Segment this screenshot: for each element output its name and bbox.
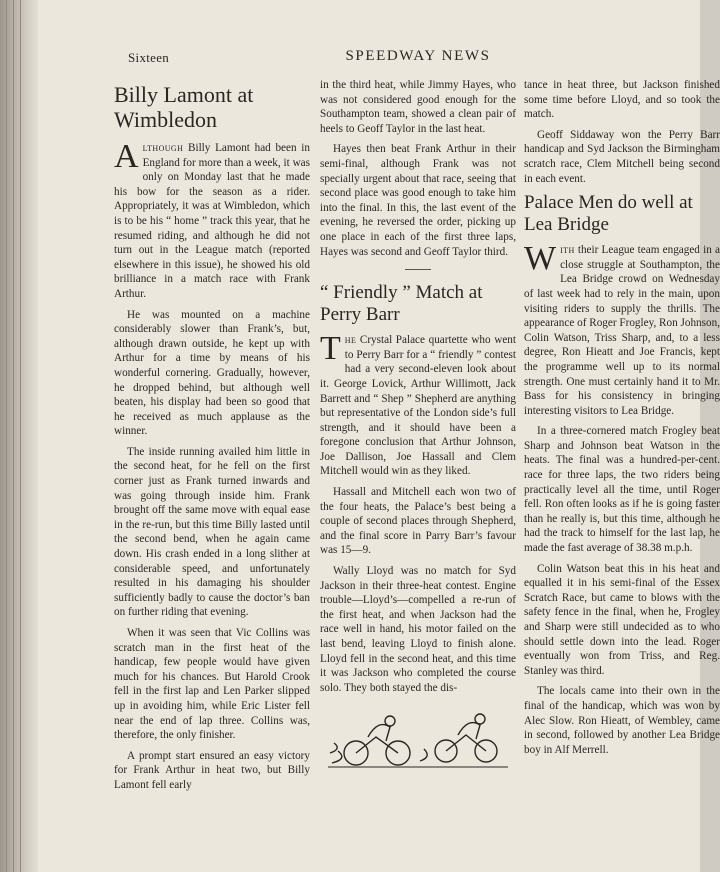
article-paragraph (320, 330, 516, 479)
article-paragraph: He was mounted on a machine considerably slower than Frank’s, but, although drawn outside, he kept up with Arthur for a time by means of his wonderful cornering. Gradually, however, he dropped behind, but although well beaten, his display had been so good that he received as much applause as the winner. (114, 308, 310, 438)
article-headline-lamont: Billy Lamont at Wimbledon (114, 82, 254, 132)
article-paragraph: Wally Lloyd was no match for Syd Jackson in their three-heat contest. Engine trouble—Lloyd’s—compelled a re-run of the first heat, and when Jackson had the race well in hand, his motor failed on the last bend, leaving Lloyd to finish alone. Lloyd fell in the second heat, and this time it was Jackson who completed the course solo. They both stayed the dis- (320, 565, 516, 694)
column-3 (524, 78, 720, 763)
article-paragraph: The inside running availed him little in the second heat, for he fell on the first corner just as Frank turned inwards and was going through inside him. Frank brought off the same move with equal ease in the re-run, but this time Billy lasted until the second bend, when he again came down. His crash ended in a long slither at considerable speed, and unfortunately resulted in his damaging his shoulder sufficiently badly to cause the doctor’s ban on further riding that evening. (114, 445, 310, 619)
paragraph-text: their League team engaged in a close struggle at Southampton, the Lea Bridge crowd on Wednesday of last week had to rely in the main, upon visiting riders to supply the thrills. The appearance of Roger Frogley, Ron Johnson, Colin Watson, Triss Sharp, and, to a less degree, Ron Hieatt and Joe Francis, kept the programme well up to its normal strength. One must certainly hand it to Mr. Bass for his consistency in bringing interesting visitors to Lea Bridge. (524, 244, 720, 417)
article-paragraph: tance in heat three, but Jackson finished some time before Lloyd, and so took the match. (524, 79, 720, 121)
article-paragraph (524, 240, 720, 418)
article-paragraph: Colin Watson beat this in his heat and equalled it in his semi-final of the Essex Scratch Race, but came to blows with the safety fence in the final, when he, Frogley and Sharp were still undecided as to who should settle down into the lead. Roger eventually won from Triss, and Reg. Stanley was third. (524, 562, 720, 677)
section-divider (405, 269, 431, 270)
article-paragraph: in the third heat, while Jimmy Hayes, who was not considered good enough for the Southampton team, showed a clean pair of heels to Geoff Taylor in the last heat. (320, 79, 516, 135)
newspaper-page (38, 0, 720, 872)
drop-cap: T (320, 330, 341, 368)
article-paragraph: A prompt start ensured an easy victory for Frank Arthur in heat two, but Billy Lamont fell early (114, 749, 310, 791)
article-paragraph (114, 138, 310, 302)
paragraph-text: Crystal Palace quartette who went to Perry Barr for a “ friendly ” contest had a very second-eleven look about it. George Lovick, Arthur Willimott, Jack Barrett and “ Shep ” Shepherd are anything but representative of the London side’s full strength, and it should have been a foregone conclusion that Arthur Johnson, Joe Dallison, Joe Hassall and Clem Mitchell would win as they liked. (320, 334, 516, 478)
drop-cap: W (524, 240, 557, 278)
article-headline-perry-barr: “ Friendly ” Match at Perry Barr (320, 282, 483, 326)
article-paragraph: Hayes then beat Frank Arthur in their semi-final, although Frank was not specially urgent about that race, seeing that second place was good enough to take him into the final. In this, the last event of the evening, he reversed the order, picking up one place in each of the first three laps, Hayes was second and Geoff Taylor third. (320, 143, 516, 258)
lead-in: he (344, 334, 357, 347)
article-paragraph: The locals came into their own in the final of the handicap, which was won by Alec Slow. Ron Hieatt, of Wembley, came in second, followed by another Lea Bridge boy in Alf Merrell. (524, 685, 720, 756)
publication-title: SPEEDWAY NEWS (345, 48, 491, 64)
lead-in: ith (560, 244, 575, 257)
paragraph-text: Billy Lamont had been in England for more than a week, it was only on Monday last that he made his bow for the season as a rider. Appropriately, it was at Wimbledon, which is to be his “ home ” track this year, that he resumed riding, and although he did not turn out in the League match (reported elsewhere in this issue), he showed his old brilliance in a match race with Frank Arthur. (114, 142, 310, 300)
lead-in: lthough (142, 142, 184, 154)
article-paragraph: In a three-cornered match Frogley beat Sharp and Johnson beat Watson in the heats. The final was a hundred-per-cent. race for three laps, the two riders being practically level all the time, until Roger fell. Ron often looks as if he is going faster than he really is, but this time, although he had the track to himself for the last lap, he made the fast average of 38.38 m.p.h. (524, 425, 720, 555)
column-1 (114, 80, 310, 799)
column-2 (320, 78, 516, 771)
drop-cap: A (114, 138, 139, 175)
article-paragraph: Hassall and Mitchell each won two of the four heats, the Palace’s best being a couple of second places through Shepherd, and the final score in Parry Barr’s favour was 15—9. (320, 486, 516, 557)
book-binding (0, 0, 40, 872)
speedway-riders-illustration (328, 701, 508, 771)
article-headline-lea-bridge: Palace Men do well at Lea Bridge (524, 192, 693, 236)
page-number: Sixteen (128, 50, 170, 65)
article-paragraph: Geoff Siddaway won the Perry Barr handicap and Syd Jackson the Birmingham scratch race, Clem Mitchell being second in each event. (524, 128, 720, 185)
article-paragraph: When it was seen that Vic Collins was scratch man in the first heat of the handicap, few people would have given much for his chances. But Harold Crook fell in the first lap and Len Parker slipped up in avoiding him, while Eric Lister fell near the end of lap three. Collins was, therefore, the only finisher. (114, 627, 310, 742)
